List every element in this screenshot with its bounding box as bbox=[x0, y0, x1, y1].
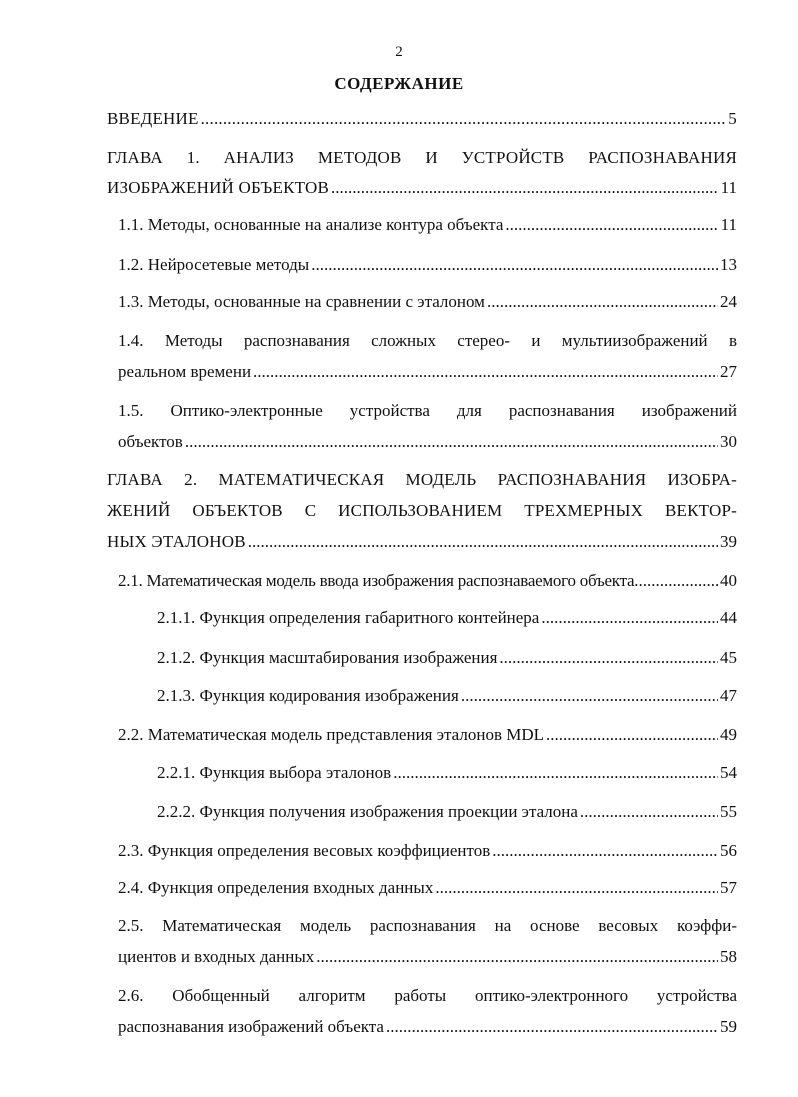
toc-entry-page: 24 bbox=[720, 292, 737, 311]
toc-entry-text: 2.1.1. Функция определения габаритного контейнера bbox=[157, 608, 540, 627]
toc-section-1-4-line-1[interactable]: 1.4. Методы распознавания сложных стерео- и мультиизображений в bbox=[118, 331, 737, 350]
toc-section-2-2-1[interactable] bbox=[157, 762, 737, 784]
toc-entry-text: 1.2. Нейросетевые методы bbox=[118, 255, 310, 274]
toc-section-1-5[interactable] bbox=[118, 431, 737, 453]
toc-entry-page: 54 bbox=[720, 763, 737, 782]
toc-section-2-1-3[interactable] bbox=[157, 685, 737, 707]
toc-entry-page: 49 bbox=[720, 725, 737, 744]
toc-entry-text: 2.1. Математическая модель ввода изображения распознаваемого объекта bbox=[118, 571, 635, 590]
toc-section-2-3[interactable] bbox=[118, 840, 737, 862]
toc-entry-page: 47 bbox=[720, 686, 737, 705]
toc-section-2-6[interactable] bbox=[118, 1016, 737, 1038]
toc-entry-text: 2.4. Функция определения входных данных bbox=[118, 878, 434, 897]
toc-entry-page: 56 bbox=[720, 841, 737, 860]
toc-entry-text: распознавания изображений объекта bbox=[118, 1017, 384, 1036]
toc-entry-text: 2.2.2. Функция получения изображения проекции эталона bbox=[157, 802, 578, 821]
toc-section-1-1[interactable] bbox=[118, 214, 737, 236]
toc-chapter-2[interactable] bbox=[107, 531, 737, 553]
toc-entry-text: реальном времени bbox=[118, 362, 252, 381]
toc-section-2-5[interactable] bbox=[118, 946, 737, 968]
toc-entry-text: НЫХ ЭТАЛОНОВ bbox=[107, 532, 246, 551]
toc-entry-text: 2.2.1. Функция выбора эталонов bbox=[157, 763, 392, 782]
toc-entry-text: 1.1. Методы, основанные на анализе контура объекта bbox=[118, 215, 504, 234]
toc-entry-page: 30 bbox=[720, 432, 737, 451]
toc-entry-page: 5 bbox=[728, 109, 737, 128]
toc-entry-page: 57 bbox=[720, 878, 737, 897]
toc-section-1-2[interactable] bbox=[118, 254, 737, 276]
toc-section-2-6-line-1[interactable]: 2.6. Обобщенный алгоритм работы оптико-электронного устройства bbox=[118, 986, 737, 1005]
toc-entry-text: объектов bbox=[118, 432, 183, 451]
toc-entry-text: циентов и входных данных bbox=[118, 947, 315, 966]
toc-section-2-1-2[interactable] bbox=[157, 647, 737, 669]
toc-section-1-3[interactable] bbox=[118, 291, 737, 313]
toc-section-2-4[interactable] bbox=[118, 877, 737, 899]
toc-chapter-2-line-1[interactable]: ГЛАВА 2. МАТЕМАТИЧЕСКАЯ МОДЕЛЬ РАСПОЗНАВАНИЯ ИЗОБРА- bbox=[107, 470, 737, 489]
toc-entry-text: 2.3. Функция определения весовых коэффициентов bbox=[118, 841, 491, 860]
toc-chapter-1-line-1[interactable]: ГЛАВА 1. АНАЛИЗ МЕТОДОВ И УСТРОЙСТВ РАСПОЗНАВАНИЯ bbox=[107, 148, 737, 167]
toc-section-2-2-2[interactable] bbox=[157, 801, 737, 823]
toc-entry-text: 2.1.3. Функция кодирования изображения bbox=[157, 686, 459, 705]
toc-entry-page: 40 bbox=[720, 571, 737, 590]
toc-section-2-1-1[interactable] bbox=[157, 607, 737, 629]
toc-entry-page: 55 bbox=[720, 802, 737, 821]
toc-section-2-5-line-1[interactable]: 2.5. Математическая модель распознавания на основе весовых коэффи- bbox=[118, 916, 737, 935]
toc-entry-page: 13 bbox=[720, 255, 737, 274]
page-number: 2 bbox=[395, 44, 403, 60]
toc-entry-text: ИЗОБРАЖЕНИЙ ОБЪЕКТОВ bbox=[107, 178, 329, 197]
toc-section-1-4[interactable] bbox=[118, 361, 737, 383]
toc-entry-text: 2.1.2. Функция масштабирования изображения bbox=[157, 648, 498, 667]
toc-chapter-1[interactable] bbox=[107, 177, 737, 199]
toc-entry-page: 45 bbox=[720, 648, 737, 667]
toc-section-1-5-line-1[interactable]: 1.5. Оптико-электронные устройства для распознавания изображений bbox=[118, 401, 737, 420]
toc-entry-page: 27 bbox=[720, 362, 737, 381]
page-title: СОДЕРЖАНИЕ bbox=[334, 74, 464, 93]
toc-entry-text: ВВЕДЕНИЕ bbox=[107, 109, 199, 128]
toc-section-2-2[interactable] bbox=[118, 724, 737, 746]
toc-entry-page: 44 bbox=[720, 608, 737, 627]
toc-entry-text: 1.3. Методы, основанные на сравнении с эталоном bbox=[118, 292, 485, 311]
toc-entry-page: 39 bbox=[720, 532, 737, 551]
toc-entry-page: 11 bbox=[720, 178, 737, 197]
toc-section-2-1[interactable] bbox=[118, 570, 737, 592]
toc-entry-introduction[interactable] bbox=[107, 108, 737, 130]
toc-chapter-2-line-2[interactable]: ЖЕНИЙ ОБЪЕКТОВ С ИСПОЛЬЗОВАНИЕМ ТРЕХМЕРНЫХ ВЕКТОР- bbox=[107, 501, 737, 520]
toc-entry-page: 58 bbox=[720, 947, 737, 966]
toc-entry-text: 2.2. Математическая модель представления эталонов MDL bbox=[118, 725, 545, 744]
toc-entry-page: 11 bbox=[720, 215, 737, 234]
toc-entry-page: 59 bbox=[720, 1017, 737, 1036]
